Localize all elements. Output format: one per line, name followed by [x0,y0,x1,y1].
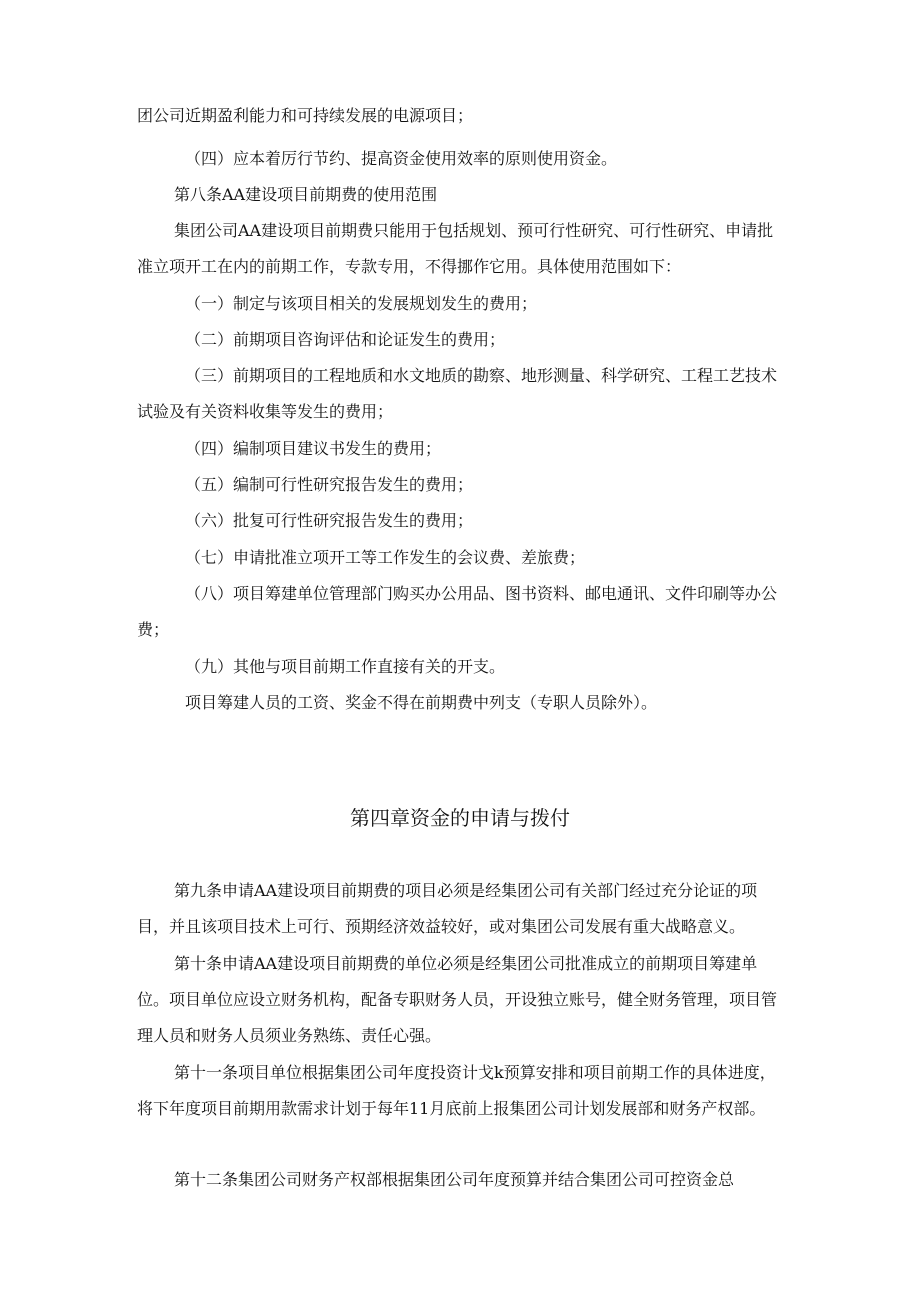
scope-item-6: （六）批复可行性研究报告发生的费用； [185,511,474,530]
scope-item-5: （五）编制可行性研究报告发生的费用； [185,475,474,494]
salary-exclusion-note: 项目筹建人员的工资、奖金不得在前期费中列支（专职人员除外）。 [185,693,658,712]
article-9: 第九条申请AA建设项目前期费的项目必须是经集团公司有关部门经过充分论证的项目，并且该项目技术上可行、预期经济效益较好，或对集团公司发展有重大战略意义。 [137,881,758,936]
list-item-4-principle: （四）应本着厉行节约、提高资金使用效率的原则使用资金。 [185,149,618,168]
scope-item-2: （二）前期项目咨询评估和论证发生的费用； [185,330,506,349]
article-10: 第十条申请AA建设项目前期费的单位必须是经集团公司批准成立的前期项目筹建单位。项目单位应设立财务机构，配备专职财务人员，开设独立账号，健全财务管理，项目管理人员和财务人员须业务熟练、责任心强。 [137,954,778,1045]
article-11: 第十一条项目单位根据集团公司年度投资计戈k预算安排和项目前期工作的具体进度，将下年度项目前期用款需求计划于每年11月底前上报集团公司计划发展部和财务产权部。 [137,1063,776,1118]
scope-item-7: （七）申请批准立项开工等工作发生的会议费、差旅费； [185,548,586,567]
scope-item-3: （三）前期项目的工程地质和水文地质的勘察、地形测量、科学研究、工程工艺技术试验及有关资料收集等发生的费用； [137,366,778,421]
article-12: 第十二条集团公司财务产权部根据集团公司年度预算并结合集团公司可控资金总 [174,1170,735,1189]
scope-item-9: （九）其他与项目前期工作直接有关的开支。 [185,657,506,676]
chapter-heading: 第四章资金的申请与拨付 [350,806,570,830]
scope-item-8: （八）项目筹建单位管理部门购买办公用品、图书资料、邮电通讯、文件印刷等办公费； [137,584,778,639]
scope-item-4: （四）编制项目建议书发生的费用； [185,439,442,458]
article-8-title: 第八条AA建设项目前期费的使用范围 [174,185,438,204]
scope-item-1: （一）制定与该项目相关的发展规划发生的费用； [185,294,538,313]
paragraph-continuation: 团公司近期盈利能力和可持续发展的电源项目； [137,106,474,125]
article-8-body: 集团公司AA建设项目前期费只能用于包括规划、预可行性研究、可行性研究、申请批准立项开工在内的前期工作，专款专用，不得挪作它用。具体使用范围如下： [137,221,774,276]
